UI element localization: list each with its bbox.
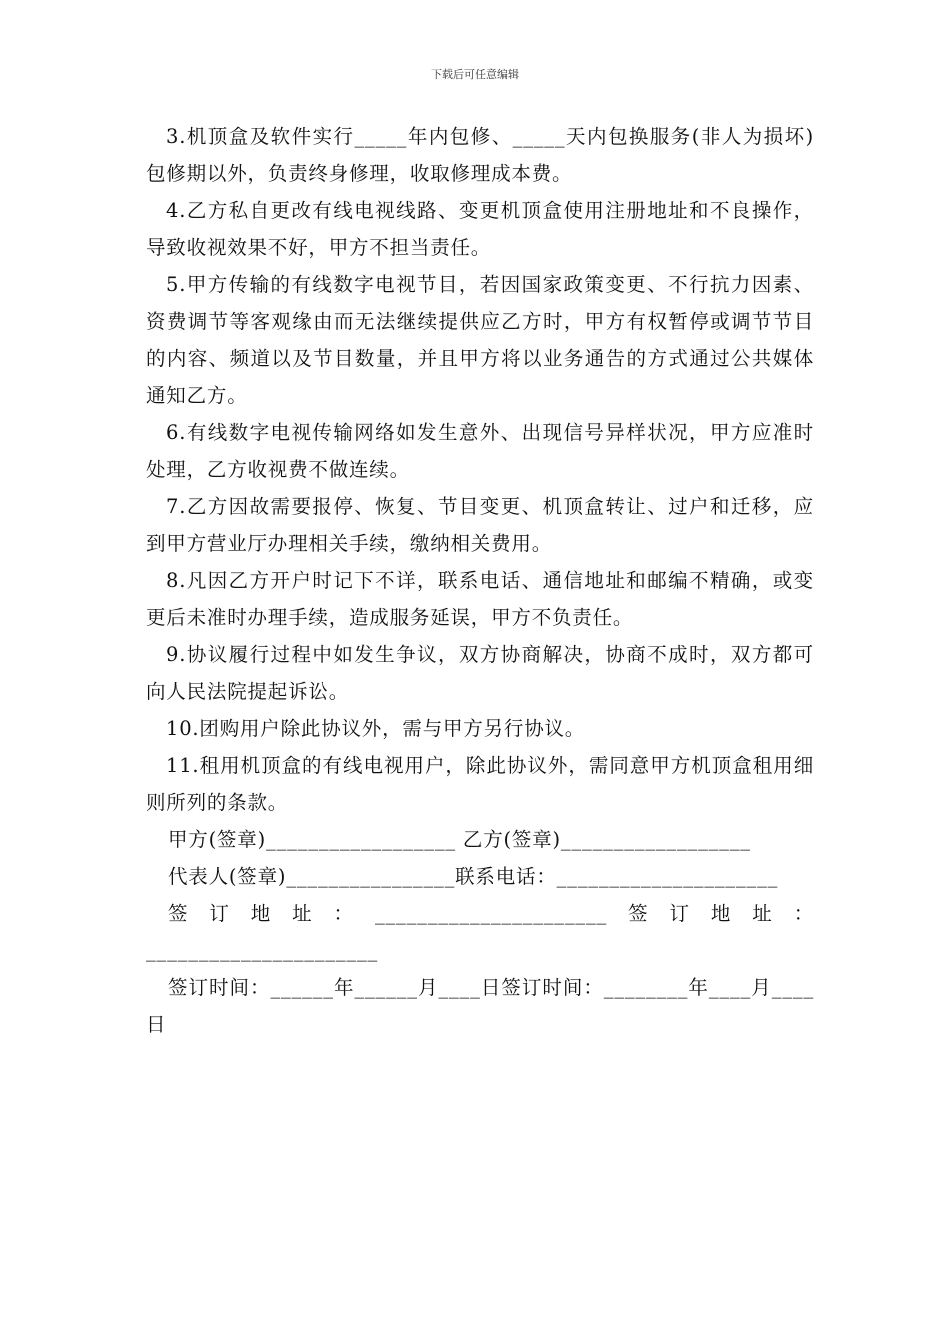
- clause-6: 6.有线数字电视传输网络如发生意外、出现信号异样状况，甲方应准时处理，乙方收视费不做连续。: [146, 421, 814, 481]
- clause-11: 11.租用机顶盒的有线电视用户，除此协议外，需同意甲方机顶盒租用细则所列的条款。: [146, 754, 814, 814]
- signature-date-line: 签订时间：______年______月____日签订时间：________年____月____日: [146, 976, 814, 1036]
- clause-8: 8.凡因乙方开户时记下不详，联系电话、通信地址和邮编不精确，或变更后未准时办理手续，造成服务延误，甲方不负责任。: [146, 569, 814, 629]
- signature-party-line: 甲方(签章)__________________ 乙方(签章)__________________: [168, 828, 751, 851]
- clause-3: 3.机顶盒及软件实行_____年内包修、_____天内包换服务(非人为损坏)包修期以外，负责终身修理，收取修理成本费。: [146, 125, 814, 185]
- page-header-note: 下载后可任意编辑: [431, 68, 519, 81]
- clause-10: 10.团购用户除此协议外，需与甲方另行协议。: [166, 717, 586, 740]
- clause-4: 4.乙方私自更改有线电视线路、变更机顶盒使用注册地址和不良操作，导致收视效果不好，甲方不担当责任。: [146, 199, 814, 259]
- signature-address-line: 签订地址：______________________签订地址：______________________: [146, 902, 814, 962]
- signature-representative-line: 代表人(签章)________________联系电话：_____________________: [168, 865, 779, 888]
- clause-7: 7.乙方因故需要报停、恢复、节目变更、机顶盒转让、过户和迁移，应到甲方营业厅办理相关手续，缴纳相关费用。: [146, 495, 814, 555]
- clause-9: 9.协议履行过程中如发生争议，双方协商解决，协商不成时，双方都可向人民法院提起诉讼。: [146, 643, 814, 703]
- clause-5: 5.甲方传输的有线数字电视节目，若因国家政策变更、不行抗力因素、资费调节等客观缘由而无法继续提供应乙方时，甲方有权暂停或调节节目的内容、频道以及节目数量，并且甲方将以业务通告的方式通过公共媒体通知乙方。: [146, 273, 814, 407]
- document-body: [146, 118, 814, 1043]
